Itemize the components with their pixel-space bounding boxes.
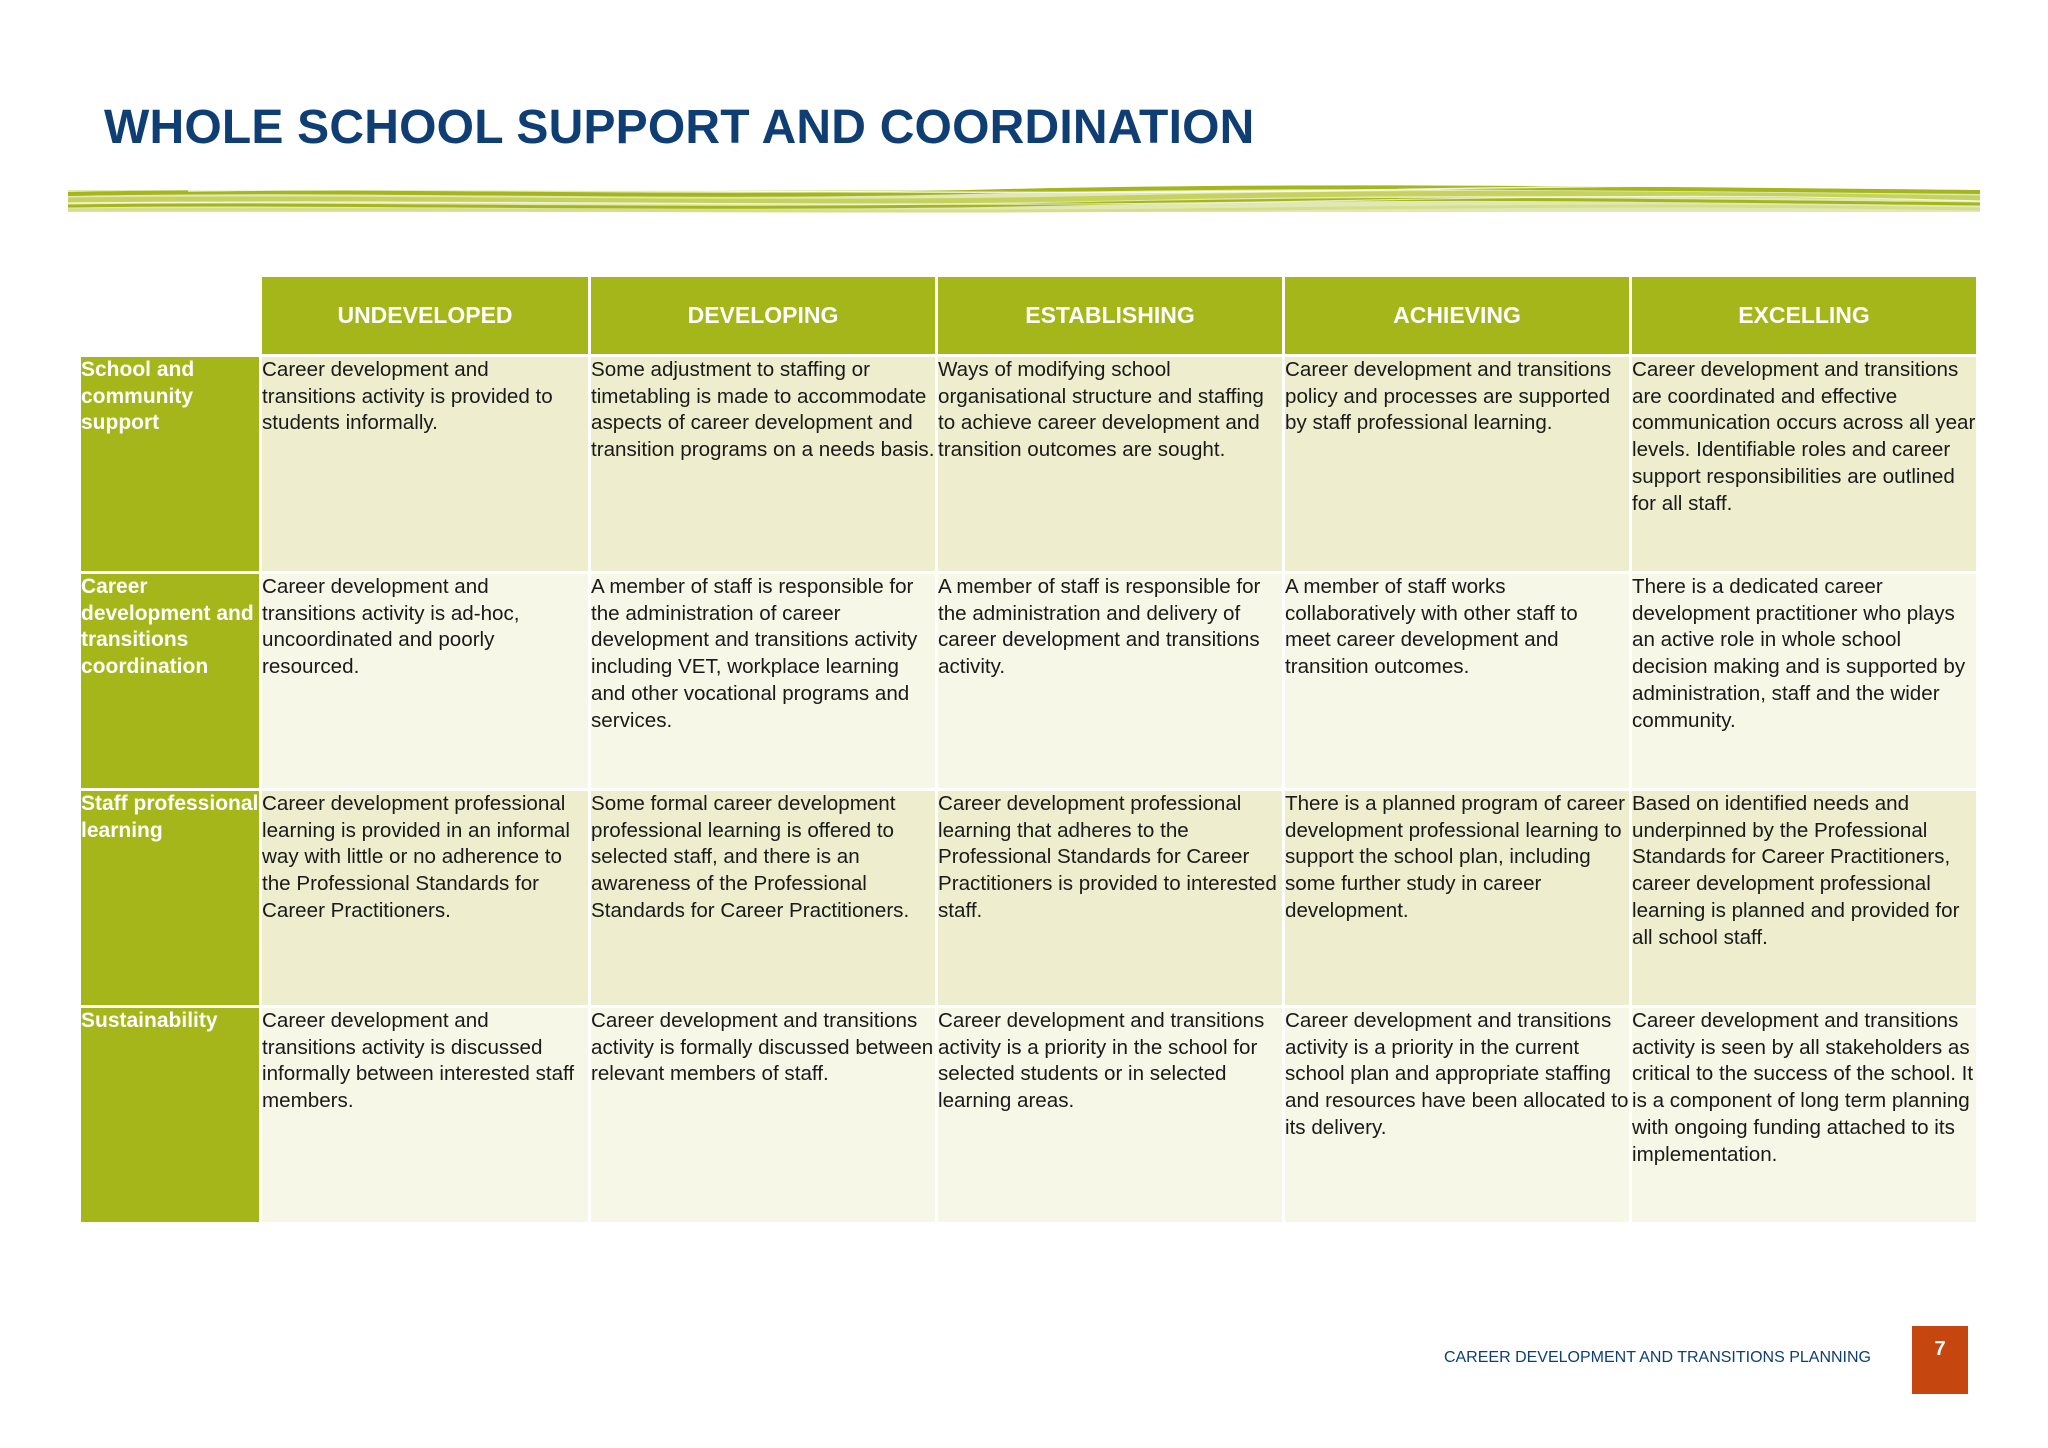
- table-cell: There is a dedicated career development practitioner who plays an active role in whole school decision making and is supported by administration, staff and the wider community.: [1632, 574, 1976, 788]
- table-cell: Career development and transitions activity is seen by all stakeholders as critical to the success of the school. It is a component of long term planning with ongoing funding attached to its implementation.: [1632, 1008, 1976, 1222]
- table-cell: Career development and transitions activity is provided to students informally.: [262, 357, 588, 571]
- table-cell: Career development and transitions activity is ad-hoc, uncoordinated and poorly resourced.: [262, 574, 588, 788]
- table-cell: Career development and transitions activity is formally discussed between relevant members of staff.: [591, 1008, 935, 1222]
- column-header-excelling: EXCELLING: [1632, 277, 1976, 354]
- table-cell: Career development and transitions are coordinated and effective communication occurs across all year levels. Identifiable roles and career support responsibilities are outlined for all staff.: [1632, 357, 1976, 571]
- table-cell: A member of staff works collaboratively with other staff to meet career development and transition outcomes.: [1285, 574, 1629, 788]
- column-header-undeveloped: UNDEVELOPED: [262, 277, 588, 354]
- row-header-sustainability: Sustainability: [81, 1008, 259, 1222]
- column-header-establishing: ESTABLISHING: [938, 277, 1282, 354]
- table-cell: Career development and transitions activity is a priority in the current school plan and appropriate staffing and resources have been allocated to its delivery.: [1285, 1008, 1629, 1222]
- table-cell: Some adjustment to staffing or timetabling is made to accommodate aspects of career development and transition programs on a needs basis.: [591, 357, 935, 571]
- table-cell: Based on identified needs and underpinned by the Professional Standards for Career Practitioners, career development professional learning is planned and provided for all school staff.: [1632, 791, 1976, 1005]
- row-header-staff-professional-learning: Staff professional learning: [81, 791, 259, 1005]
- table-corner: [81, 277, 259, 354]
- page-title: WHOLE SCHOOL SUPPORT AND COORDINATION: [104, 101, 1255, 154]
- table-cell: Career development and transitions activity is a priority in the school for selected students or in selected learning areas.: [938, 1008, 1282, 1222]
- table-cell: Ways of modifying school organisational structure and staffing to achieve career development and transition outcomes are sought.: [938, 357, 1282, 571]
- page-number-badge: 7: [1912, 1326, 1968, 1394]
- decorative-swoosh-divider: [68, 182, 1980, 218]
- table-cell: Career development and transitions policy and processes are supported by staff professional learning.: [1285, 357, 1629, 571]
- column-header-achieving: ACHIEVING: [1285, 277, 1629, 354]
- table-row: [81, 574, 1976, 788]
- row-header-school-community-support: School and community support: [81, 357, 259, 571]
- table-cell: Career development and transitions activity is discussed informally between interested staff members.: [262, 1008, 588, 1222]
- column-header-developing: DEVELOPING: [591, 277, 935, 354]
- table-row: [81, 1008, 1976, 1222]
- table-cell: There is a planned program of career development professional learning to support the school plan, including some further study in career development.: [1285, 791, 1629, 1005]
- table-cell: Career development professional learning is provided in an informal way with little or no adherence to the Professional Standards for Career Practitioners.: [262, 791, 588, 1005]
- table-cell: Career development professional learning that adheres to the Professional Standards for Career Practitioners is provided to interested staff.: [938, 791, 1282, 1005]
- table-row: [81, 357, 1976, 571]
- table-cell: A member of staff is responsible for the administration of career development and transitions activity including VET, workplace learning and other vocational programs and services.: [591, 574, 935, 788]
- rubric-table: [78, 274, 1979, 1225]
- table-cell: Some formal career development professional learning is offered to selected staff, and there is an awareness of the Professional Standards for Career Practitioners.: [591, 791, 935, 1005]
- table-cell: A member of staff is responsible for the administration and delivery of career development and transitions activity.: [938, 574, 1282, 788]
- row-header-transitions-coordination: Career development and transitions coordination: [81, 574, 259, 788]
- table-row: [81, 791, 1976, 1005]
- footer-document-title: CAREER DEVELOPMENT AND TRANSITIONS PLANNING: [1443, 1349, 1871, 1366]
